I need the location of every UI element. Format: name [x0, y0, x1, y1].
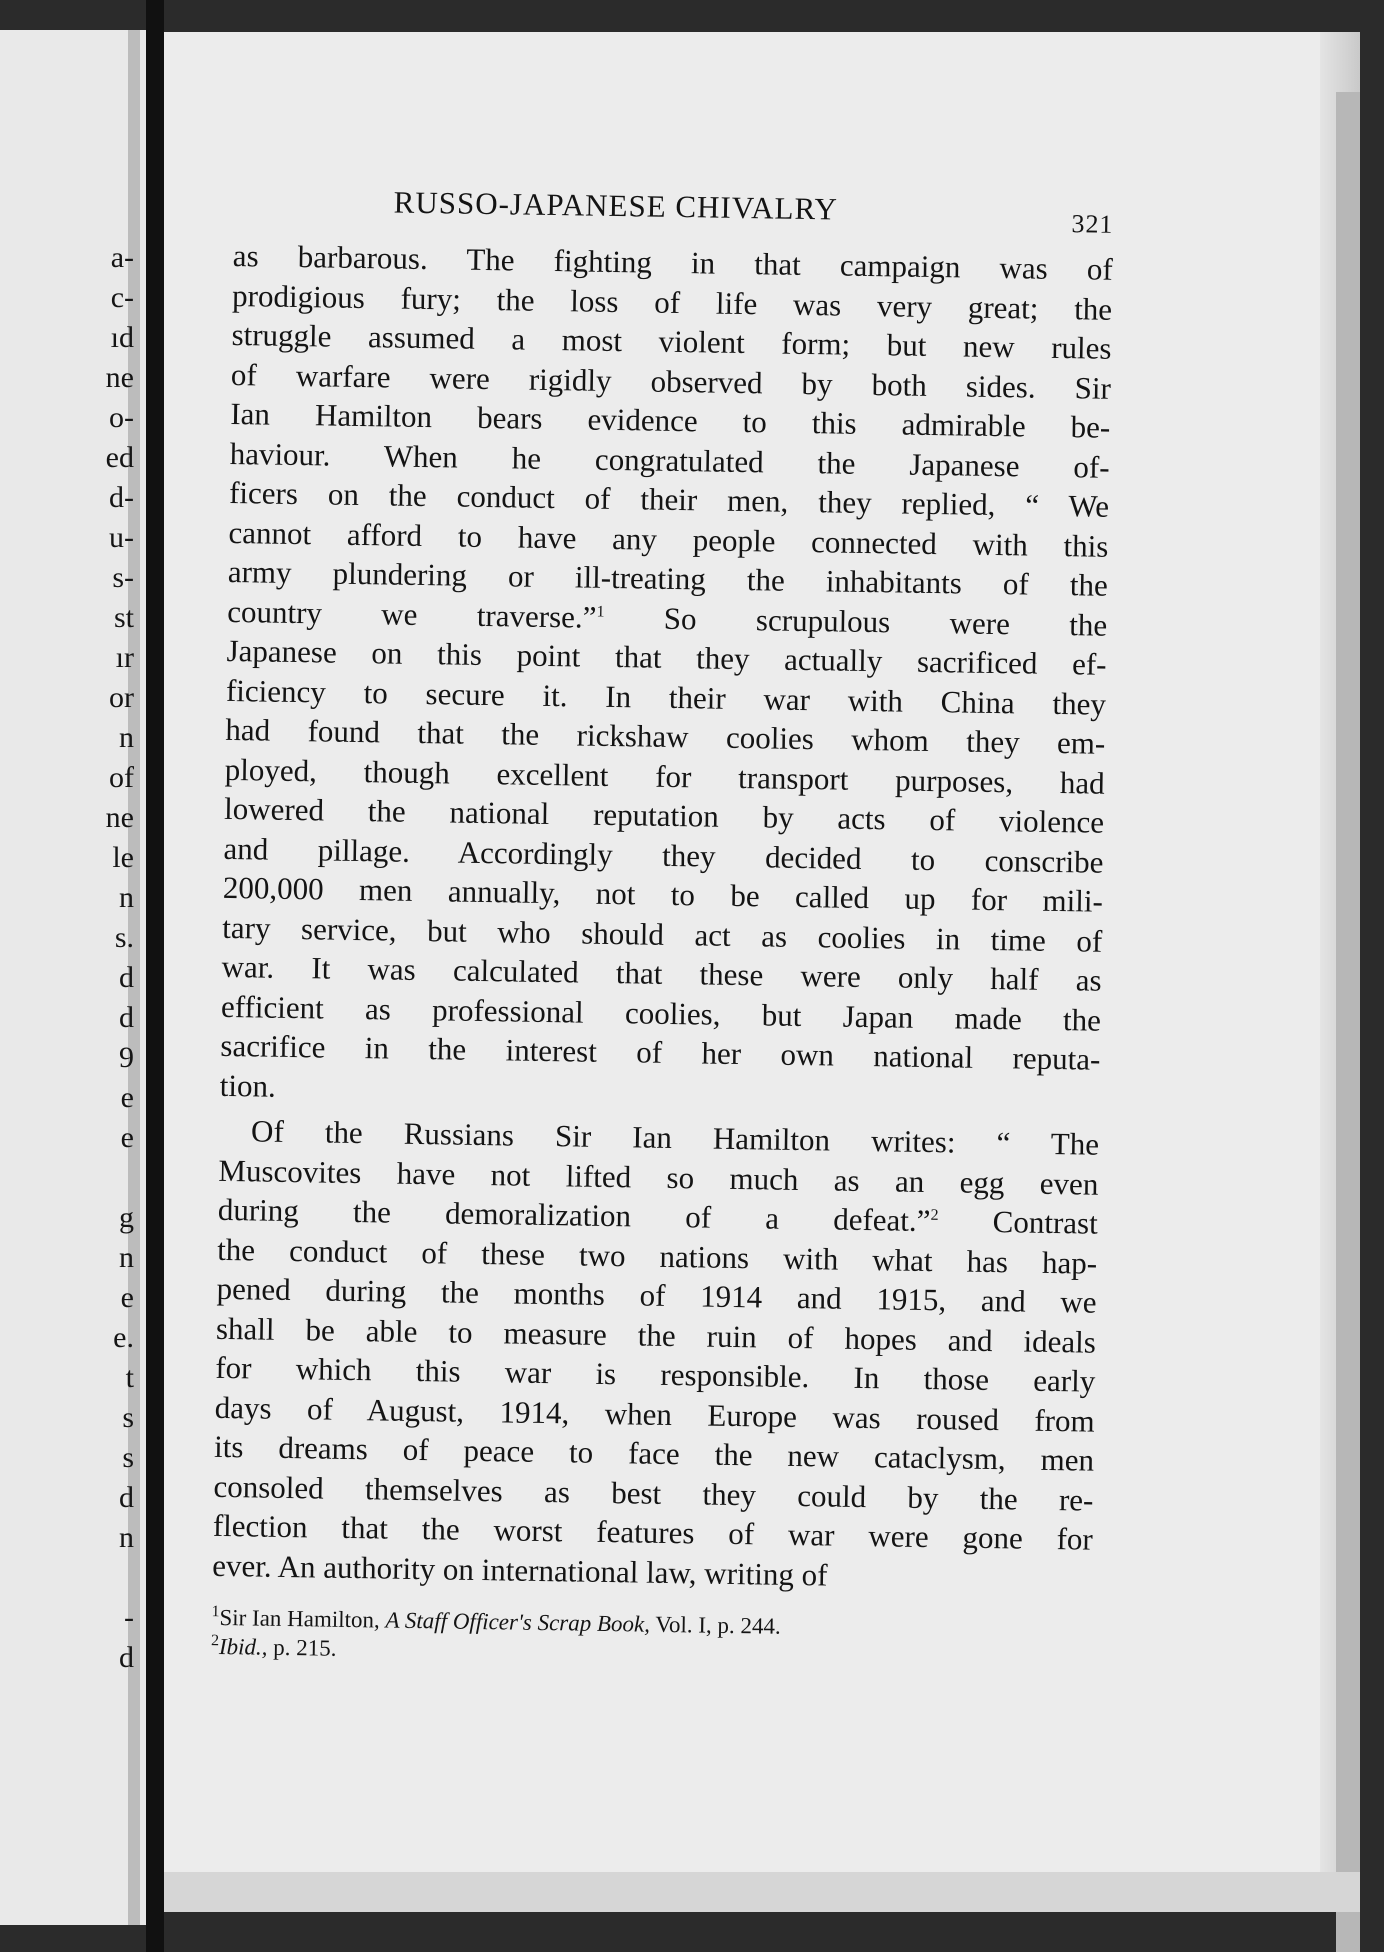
- previous-page-fragment-text: e: [120, 1281, 134, 1314]
- previous-page-fragment-text: n: [119, 721, 134, 754]
- text-line-content: ever. An authority on international law, writing of: [212, 1547, 828, 1592]
- previous-page-fragment-text: n: [119, 1241, 134, 1274]
- text-line-content: the conduct of these two nations with what has hap-: [216, 1231, 1098, 1281]
- text-line-content: country we traverse.”: [226, 593, 597, 635]
- text-line-content: cannot afford to have any people connected with this: [228, 514, 1109, 564]
- running-head-title: RUSSO-JAPANESE CHIVALRY: [393, 184, 839, 227]
- text-line-content: flection that the worst features of war were gone for: [212, 1507, 1094, 1557]
- footnote-2-mark: 2: [210, 1632, 220, 1650]
- text-line-content: of warfare were rigidly observed by both sides. Sir: [230, 356, 1112, 406]
- text-line-content: army plundering or ill-treating the inhabitants of the: [227, 553, 1109, 603]
- page-bottom-edge: [164, 1872, 1360, 1912]
- text-line-content: prodigious fury; the loss of life was very great; the: [231, 277, 1113, 327]
- paragraph-1: [220, 236, 1114, 1119]
- footnote-2-reference: p. 215.: [267, 1634, 337, 1661]
- previous-page-fragment-text: e: [120, 1121, 134, 1154]
- previous-page-fragment-text: a-: [110, 241, 134, 274]
- previous-page-line-endings: [0, 238, 134, 1678]
- text-line-tail: So scrupulous were the: [604, 599, 1108, 643]
- previous-page-fragment-text: c-: [110, 281, 134, 314]
- footnote-reference: 2: [930, 1206, 939, 1224]
- previous-page-fragment-text: s: [122, 1441, 134, 1474]
- previous-page-fragment-text: d: [119, 961, 134, 994]
- text-line-content: Of the Russians Sir Ian Hamilton writes: “ The: [250, 1113, 1100, 1162]
- previous-page-fragment-text: d: [119, 1641, 134, 1674]
- previous-page-fragment-text: d: [119, 1001, 134, 1034]
- footnote-1-book-title: A Staff Officer's Scrap Book,: [385, 1607, 651, 1637]
- text-line-content: its dreams of peace to face the new cataclysm, men: [213, 1428, 1095, 1478]
- previous-page-fragment-text: ıd: [110, 321, 134, 354]
- text-line-content: Ian Hamilton bears evidence to this admirable be-: [230, 395, 1111, 445]
- book-page: [164, 32, 1360, 1912]
- previous-page-fragment-text: e: [120, 1081, 134, 1114]
- text-line-content: ficers on the conduct of their men, they replied, “ We: [228, 474, 1110, 524]
- footnote-reference: 1: [596, 602, 605, 621]
- text-line-content: during the demoralization of a defeat.”: [217, 1191, 931, 1239]
- previous-page-fragment-text: st: [113, 601, 134, 634]
- text-line-content: had found that the rickshaw coolies whom they em-: [225, 711, 1106, 761]
- previous-page-fragment-text: ne: [105, 361, 134, 394]
- previous-page-fragment-text: -: [124, 1601, 134, 1634]
- previous-page-fragment-text: d-: [109, 481, 134, 514]
- text-line-content: Japanese on this point that they actually sacrificed ef-: [226, 632, 1107, 682]
- text-line-content: tary service, but who should act as coolies in time of: [222, 909, 1103, 959]
- previous-page-fragment-text: of: [109, 761, 134, 794]
- previous-page-fragment-text: g: [119, 1201, 134, 1234]
- text-line-content: struggle assumed a most violent form; but new rules: [231, 316, 1112, 366]
- text-line-content: shall be able to measure the ruin of hopes and ideals: [215, 1310, 1097, 1360]
- paragraph-2: [212, 1111, 1099, 1599]
- previous-page-fragment-text: s.: [114, 921, 134, 954]
- previous-page-fragment-text: ne: [105, 801, 134, 834]
- text-line-content: for which this war is responsible. In those early: [215, 1349, 1096, 1399]
- footnote-1-author: Sir Ian Hamilton,: [219, 1604, 386, 1633]
- footnote-1-mark: 1: [211, 1603, 220, 1621]
- text-line-content: as barbarous. The fighting in that campaign was of: [232, 237, 1114, 287]
- previous-page-fragment-text: t: [125, 1361, 134, 1394]
- text-line-content: pened during the months of 1914 and 1915, and we: [216, 1270, 1097, 1320]
- previous-page-fragment-text: e.: [113, 1321, 134, 1354]
- text-line-content: lowered the national reputation by acts of violence: [223, 790, 1105, 840]
- text-line-tail: Contrast: [938, 1203, 1099, 1241]
- previous-page-fragment-text: s-: [112, 561, 134, 594]
- previous-page-fragment-text: n: [119, 881, 134, 914]
- text-line-content: days of August, 1914, when Europe was roused from: [214, 1389, 1095, 1439]
- text-line-content: war. It was calculated that these were only half as: [221, 948, 1102, 998]
- previous-page-fragment-text: ed: [105, 441, 134, 474]
- book-gutter: [146, 0, 164, 1952]
- page-number: 321: [1071, 209, 1114, 239]
- previous-page-fragment-text: o-: [109, 401, 134, 434]
- previous-page-fragment-text: u-: [109, 521, 134, 554]
- text-line-content: sacrifice in the interest of her own national reputa-: [220, 1027, 1101, 1077]
- footnote-1-reference: Vol. I, p. 244.: [649, 1611, 781, 1639]
- previous-page-fragment: [0, 30, 146, 1925]
- previous-page-fragment-text: 9: [119, 1041, 134, 1074]
- text-line-content: tion.: [219, 1067, 277, 1104]
- text-line-content: haviour. When he congratulated the Japanese of-: [229, 435, 1110, 485]
- text-line-content: efficient as professional coolies, but Japan made the: [220, 988, 1102, 1038]
- previous-page-fragment-text: [0, 1558, 134, 1598]
- footnotes: [211, 1603, 1092, 1675]
- text-line-content: ployed, though excellent for transport purposes, had: [224, 751, 1105, 801]
- text-line-content: consoled themselves as best they could by the re-: [213, 1468, 1094, 1518]
- previous-page-fragment-text: ır: [115, 641, 134, 674]
- previous-page-fragment-text: [0, 1158, 134, 1198]
- page-edge-strip: [1336, 92, 1360, 1952]
- footnote-2-ibid: Ibid.,: [218, 1633, 268, 1660]
- previous-page-fragment-text: n: [119, 1521, 134, 1554]
- page-text-block: [211, 182, 1114, 1675]
- text-line-content: ficiency to secure it. In their war with China they: [225, 672, 1107, 722]
- text-line-content: 200,000 men annually, not to be called up for mili-: [222, 869, 1104, 919]
- previous-page-fragment-text: le: [112, 841, 134, 874]
- text-line-content: and pillage. Accordingly they decided to conscribe: [223, 830, 1104, 880]
- previous-page-fragment-text: or: [109, 681, 134, 714]
- text-line-content: Muscovites have not lifted so much as an egg even: [218, 1152, 1099, 1202]
- previous-page-fragment-text: d: [119, 1481, 134, 1514]
- previous-page-fragment-text: s: [122, 1401, 134, 1434]
